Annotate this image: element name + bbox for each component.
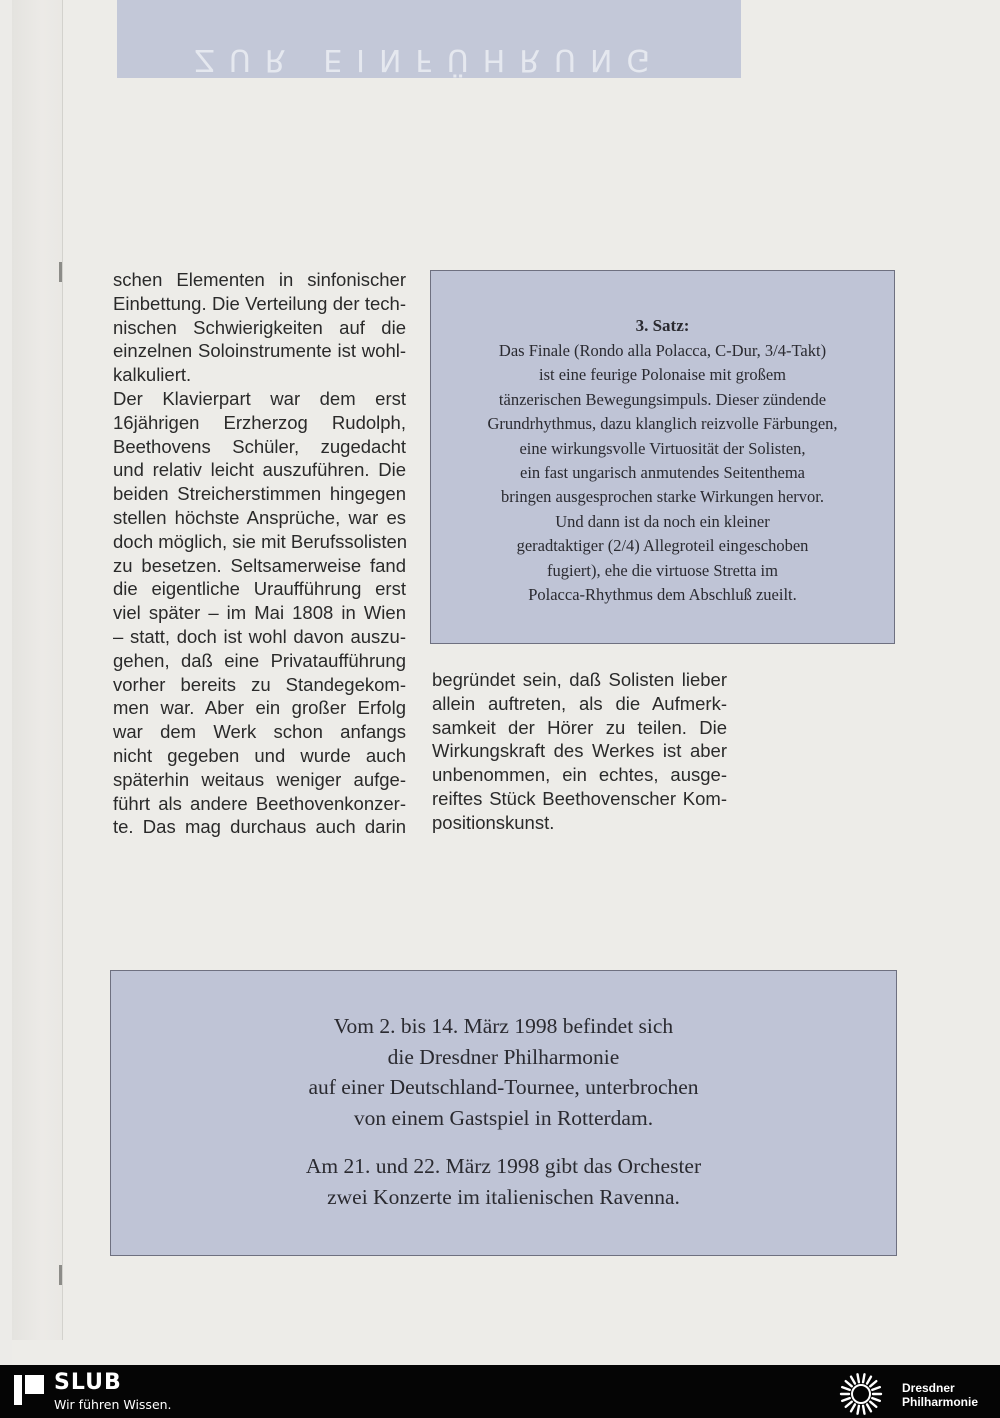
text-line: vorher bereits zu Standegekom- — [113, 673, 406, 695]
right-text-column — [432, 668, 727, 835]
text-line: stellen höchste Ansprüche, war es — [113, 506, 406, 528]
text-line: die eigentliche Uraufführung erst — [113, 578, 406, 600]
orchestra-name-line: Dresdner — [902, 1381, 955, 1395]
text-line: war dem Werk schon anfangs — [113, 721, 406, 743]
sunburst-ray — [858, 1374, 859, 1382]
text-line: Wirkungskraft des Werkes ist aber — [432, 740, 727, 762]
tour-line: auf einer Deutschland-Tournee, unterbrochen — [308, 1075, 699, 1099]
tour-line: die Dresdner Philharmonie — [387, 1044, 620, 1069]
text-line: te. Das mag durchaus auch darin — [113, 816, 406, 838]
text-line: späterhin weitaus weniger aufge- — [113, 768, 406, 790]
text-line: nischen Schwierigkeiten auf die — [113, 316, 406, 338]
library-tagline: Wir führen Wissen. — [54, 1397, 172, 1412]
philharmonie-sunburst-logo-icon — [838, 1371, 884, 1417]
text-line: begründet sein, daß Solisten lieber — [432, 669, 727, 690]
sunburst-ray — [870, 1402, 876, 1407]
sunburst-ray — [870, 1381, 876, 1386]
movement-info-box — [430, 270, 895, 644]
description-line: ist eine feurige Polonaise mit großem — [539, 365, 786, 385]
tour-paragraph — [111, 1011, 896, 1133]
description-line: fugiert), ehe die virtuose Stretta im — [547, 560, 778, 580]
description-line: Das Finale (Rondo alla Polacca, C-Dur, 3/4-Takt) — [498, 341, 827, 360]
text-line: und relativ leicht auszuführen. Die — [113, 459, 406, 481]
description-line: geradtaktiger (2/4) Allegroteil eingeschoben — [516, 536, 809, 556]
text-line: allein auftreten, als die Aufmerk- — [432, 692, 727, 714]
sunburst-ray — [846, 1402, 852, 1407]
left-text-column — [113, 268, 406, 839]
description-line: tänzerischen Bewegungsimpuls. Dieser zündende — [498, 389, 827, 409]
text-line: doch möglich, sie mit Berufssolisten — [113, 530, 408, 552]
description-line: ein fast ungarisch anmutendes Seitenthema — [520, 463, 805, 483]
header-title: ZUR EINFÜHRUNG — [194, 42, 664, 77]
tour-line: Am 21. und 22. März 1998 gibt das Orchester — [305, 1154, 702, 1178]
text-line: nicht gegeben und wurde auch — [113, 744, 406, 766]
orchestra-name — [902, 1381, 978, 1409]
sunburst-ray — [851, 1377, 855, 1384]
description-line: eine wirkungsvolle Virtuosität der Solisten, — [519, 438, 806, 458]
sunburst-ray — [867, 1404, 871, 1411]
sunburst-ray — [851, 1404, 855, 1411]
orchestra-name-line: Philharmonie — [902, 1395, 979, 1409]
description-line: bringen ausgesprochen starke Wirkungen hervor. — [501, 487, 824, 507]
text-line: führt als andere Beethovenkonzer- — [113, 792, 406, 814]
staple-mark — [59, 1265, 62, 1285]
text-line: samkeit der Hörer zu teilen. Die — [432, 716, 727, 738]
description-line: Grundrhythmus, dazu klanglich reizvolle Färbungen, — [487, 414, 838, 434]
text-line: Beethovens Schüler, zugedacht — [113, 435, 406, 457]
sunburst-ray — [842, 1398, 850, 1401]
text-line: – statt, doch ist wohl davon auszu- — [113, 625, 406, 647]
sunburst-ray — [858, 1406, 859, 1414]
text-line: einzelnen Soloinstrumente ist wohl- — [113, 340, 406, 362]
text-line: viel später – im Mai 1808 in Wien — [113, 602, 406, 624]
sunburst-ray — [863, 1406, 864, 1414]
text-line: kalkuliert. — [113, 364, 192, 386]
tour-announcement-box — [110, 970, 897, 1256]
tour-line: zwei Konzerte im italienischen Ravenna. — [327, 1184, 680, 1209]
description-line: Und dann ist da noch ein kleiner — [555, 511, 770, 531]
tour-line: von einem Gastspiel in Rotterdam. — [353, 1105, 654, 1130]
sunburst-ray — [867, 1377, 871, 1384]
text-line: Der Klavierpart war dem erst — [113, 387, 406, 409]
sunburst-ray — [872, 1398, 880, 1401]
text-line: Einbettung. Die Verteilung der tech- — [113, 292, 406, 314]
tour-line: Vom 2. bis 14. März 1998 befindet sich — [333, 1014, 674, 1038]
text-line: 16jährigen Erzherzog Rudolph, — [113, 411, 406, 433]
header-band — [117, 0, 741, 78]
text-line: positionskunst. — [432, 811, 555, 833]
sunburst-ray — [872, 1387, 880, 1390]
text-line: zu besetzen. Seltsamerweise fand — [113, 554, 406, 576]
text-line: beiden Streicherstimmen hingegen — [113, 483, 406, 505]
sunburst-ray — [842, 1387, 850, 1390]
ravenna-paragraph — [111, 1151, 896, 1212]
library-name: SLUB — [54, 1370, 122, 1395]
movement-description — [441, 339, 884, 607]
text-line: unbenommen, ein echtes, ausge- — [432, 764, 727, 786]
slub-logo-icon — [14, 1375, 44, 1405]
footer-bar — [0, 1365, 1000, 1418]
text-line: gehen, daß eine Privataufführung — [113, 649, 406, 671]
movement-heading: 3. Satz: — [635, 316, 690, 335]
text-line: reiftes Stück Beethovenscher Kom- — [432, 787, 727, 809]
description-line: Polacca-Rhythmus dem Abschluß zueilt. — [528, 585, 797, 605]
sunburst-ray — [863, 1374, 864, 1382]
text-line: schen Elementen in sinfonischer — [113, 269, 406, 290]
binding-edge — [12, 0, 63, 1340]
text-line: men war. Aber ein großer Erfolg — [113, 697, 406, 719]
staple-mark — [59, 262, 62, 282]
sunburst-ray — [846, 1381, 852, 1386]
